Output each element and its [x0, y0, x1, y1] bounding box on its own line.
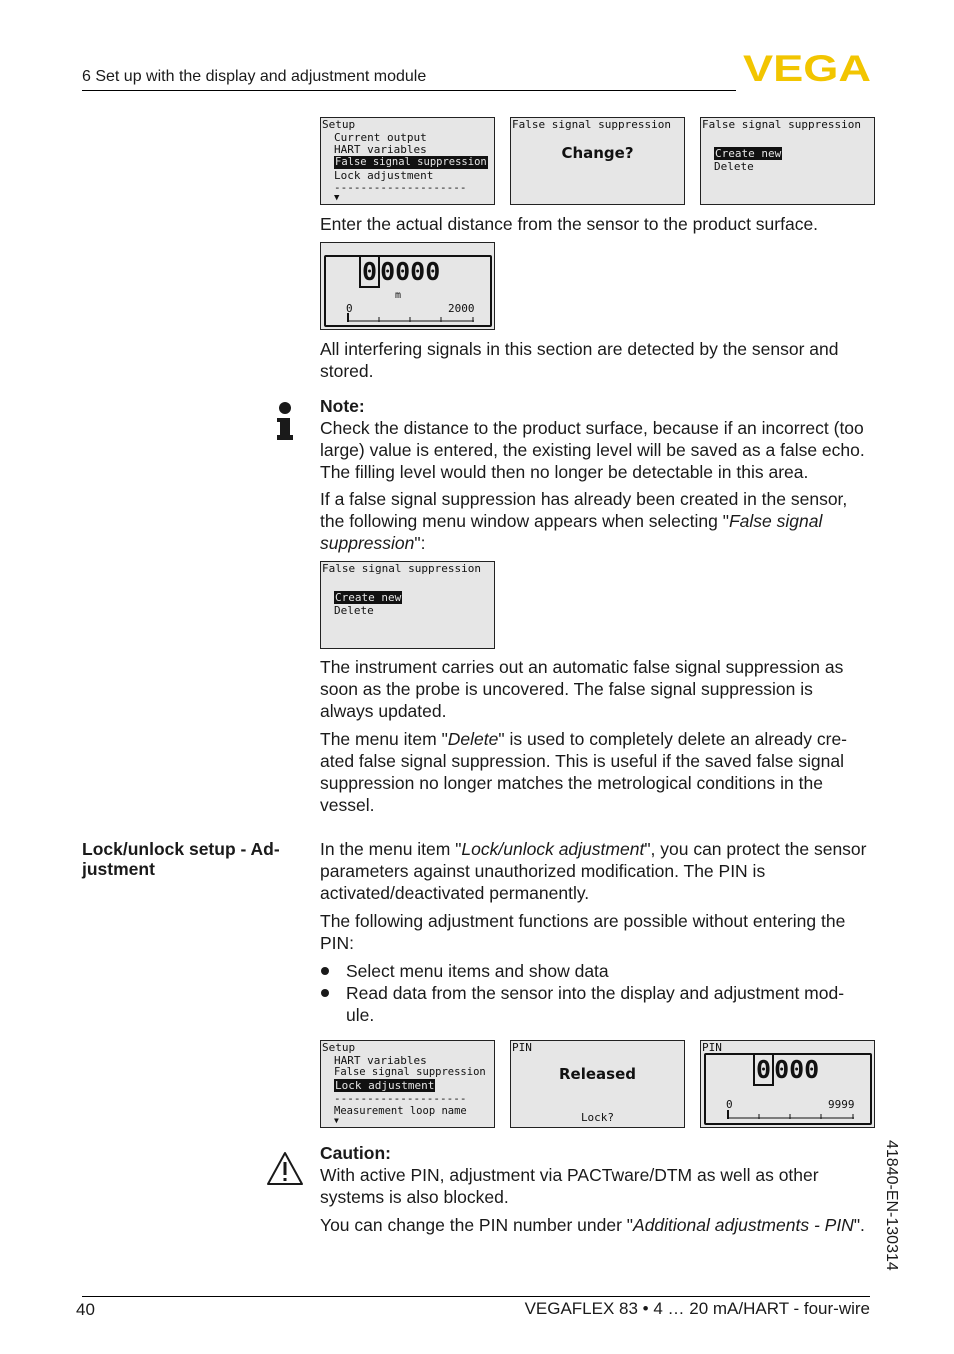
menu-divider: -------------------- [334, 181, 467, 194]
product-name: VEGAFLEX 83 • 4 … 20 mA/HART - four-wire [524, 1299, 870, 1318]
page-number: 40 [76, 1300, 95, 1319]
bullet-icon [321, 989, 329, 997]
menu-item-selected: Lock adjustment [335, 1079, 435, 1092]
lcd-change [510, 117, 685, 205]
list-item: Read data from the sensor into the display and adjustment mod-ule. [346, 983, 845, 1025]
lcd-title: Setup [322, 118, 356, 131]
option-delete: Delete [714, 160, 754, 173]
menu-item: Measurement loop name [334, 1105, 467, 1117]
paragraph: You can change the PIN number under "Additional adjustments - PIN". [320, 1215, 865, 1235]
lcd-title: PIN [512, 1041, 532, 1054]
lcd-title: False signal suppression [322, 562, 481, 575]
scroll-down-icon: ▼ [334, 193, 340, 203]
option-create-new: Create new [715, 147, 782, 160]
lcd-create-new [700, 117, 875, 205]
paragraph: The menu item "Delete" is used to completely delete an already cre-ated false signal suppression. This is useful if the saved false signal suppression no longer matches the metrological conditions in the vessel. [320, 729, 848, 815]
side-heading: Lock/unlock setup - Ad-justment [82, 839, 280, 879]
header-divider [82, 90, 736, 91]
warning-icon [266, 1151, 304, 1186]
svg-text:VEGA: VEGA [743, 52, 871, 84]
list-item: Select menu items and show data [346, 961, 609, 981]
lcd-prompt: Lock? [580, 1111, 615, 1124]
paragraph: The instrument carries out an automatic false signal suppression as soon as the probe is uncovered. The false signal suppression is always updated. [320, 657, 844, 721]
scale-bar [346, 313, 476, 323]
caution-title: Caution: [320, 1143, 391, 1163]
lcd-setup-menu [320, 117, 495, 205]
lcd-pin-entry [700, 1040, 875, 1128]
caution-text: With active PIN, adjustment via PACTware/DTM as well as other systems is also blocked. [320, 1165, 819, 1207]
lcd-title: Setup [322, 1041, 356, 1054]
option-create-new: Create new [335, 591, 402, 604]
scale-max: 2000 [448, 302, 475, 315]
paragraph: Enter the actual distance from the sensor to the product surface. [320, 214, 819, 234]
menu-item: False signal suppression [334, 1066, 486, 1078]
unit-label: m [395, 290, 402, 301]
paragraph: All interfering signals in this section are detected by the sensor and stored. [320, 339, 839, 381]
menu-item: Current output [334, 131, 427, 144]
scale-min: 0 [346, 302, 353, 315]
vega-logo [742, 52, 872, 84]
lcd-distance-input [320, 242, 495, 330]
footer-divider [82, 1296, 870, 1297]
scroll-down-icon: ▼ [334, 1116, 339, 1125]
lcd-create-new-2 [320, 561, 495, 649]
section-title: 6 Set up with the display and adjustment module [82, 68, 427, 85]
note-text: Check the distance to the product surface, because if an incorrect (too large) value is entered, the existing level will be saved as a false echo. The filling level would then no longer be detectable in this area. [320, 418, 865, 482]
lcd-pin-released [510, 1040, 685, 1128]
option-delete: Delete [334, 604, 374, 617]
menu-item: HART variables [334, 143, 427, 156]
paragraph: In the menu item "Lock/unlock adjustment", you can protect the sensor parameters against unauthorized modification. The PIN is activated/deactivated permanently. [320, 839, 867, 903]
menu-item: Lock adjustment [334, 169, 434, 182]
scale-min: 0 [726, 1098, 733, 1111]
menu-item: HART variables [334, 1054, 427, 1067]
lcd-message: Released [559, 1065, 636, 1083]
pin-value: 0 000 [753, 1056, 819, 1084]
lcd-message: Change? [561, 144, 634, 162]
paragraph: If a false signal suppression has already been created in the sensor, the following menu window appears when selecting "False signal suppression": [320, 489, 848, 553]
note-title: Note: [320, 396, 365, 416]
lcd-setup-menu-2 [320, 1040, 495, 1128]
lcd-title: PIN [702, 1041, 722, 1054]
document-number: 41840-EN-130314 [883, 1140, 900, 1271]
scale-bar [726, 1110, 856, 1120]
lcd-title: False signal suppression [512, 118, 671, 131]
lcd-title: False signal suppression [702, 118, 861, 131]
paragraph: The following adjustment functions are possible without entering the PIN: [320, 911, 846, 953]
menu-item-selected: False signal suppression [335, 156, 487, 168]
distance-value: 0 0000 [359, 258, 440, 286]
menu-divider: -------------------- [334, 1092, 467, 1105]
bullet-icon [321, 967, 329, 975]
info-icon [275, 401, 295, 441]
scale-max: 9999 [828, 1098, 855, 1111]
